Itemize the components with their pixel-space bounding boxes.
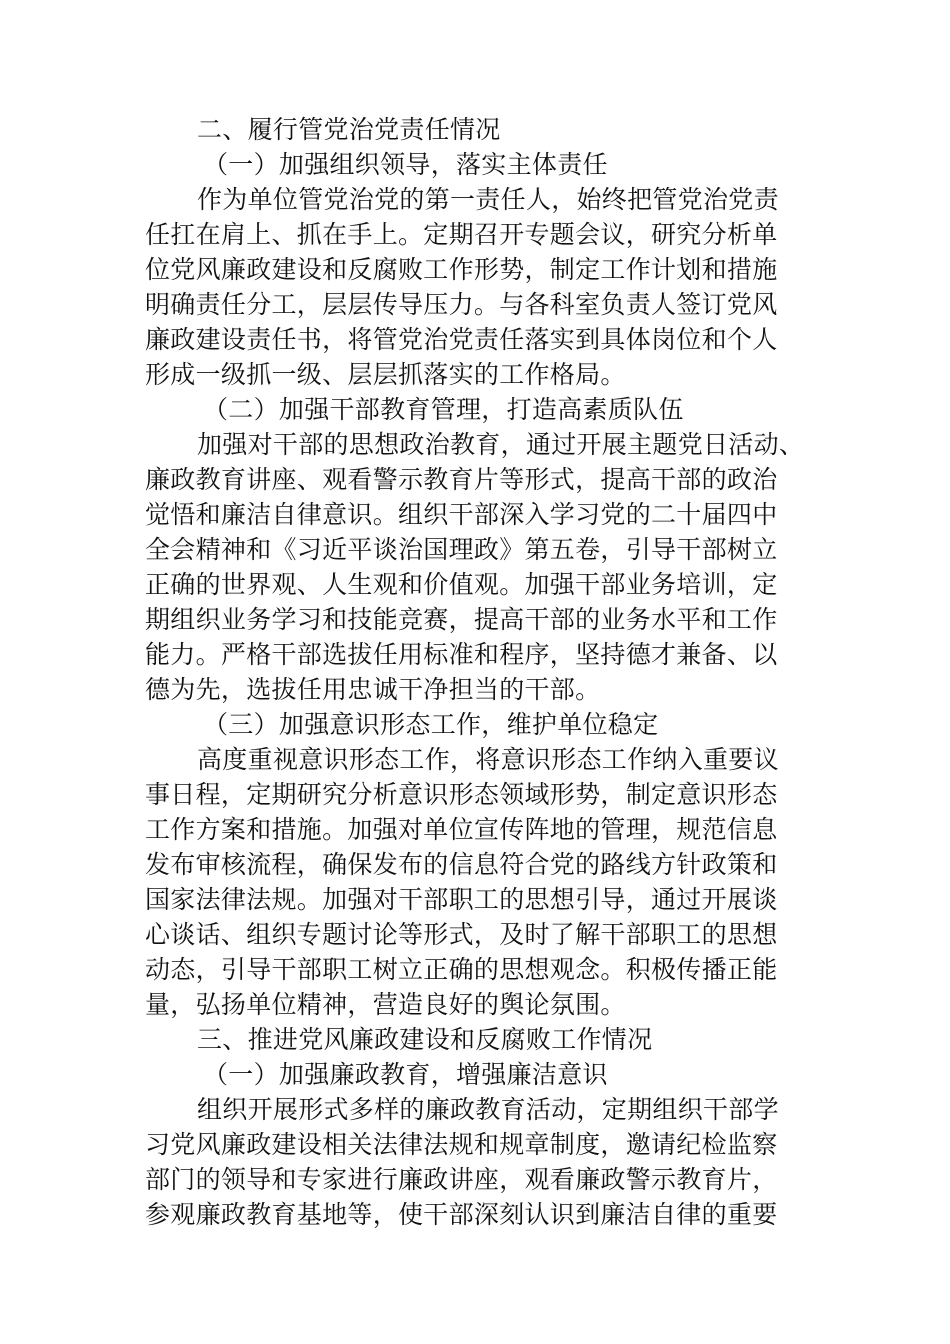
text-line: 发布审核流程，确保发布的信息符合党的路线方针政策和 (145, 850, 778, 879)
text-line: 能力。严格干部选拔任用标准和程序，坚持德才兼备、以 (145, 640, 778, 669)
text-line: 正确的世界观、人生观和价值观。加强干部业务培训，定 (145, 570, 778, 599)
text-line: 加强对干部的思想政治教育，通过开展主题党日活动、 (197, 430, 805, 459)
text-line: 高度重视意识形态工作，将意识形态工作纳入重要议 (197, 745, 779, 774)
text-line: 二、履行管党治党责任情况 (197, 115, 501, 144)
text-line: 心谈话、组织专题讨论等形式，及时了解干部职工的思想 (145, 920, 778, 949)
text-line: 德为先，选拔任用忠诚干净担当的干部。 (145, 675, 601, 704)
text-line: 形成一级抓一级、层层抓落实的工作格局。 (145, 360, 626, 389)
text-line: 廉政建设责任书，将管党治党责任落实到具体岗位和个人 (145, 325, 778, 354)
text-line: 廉政教育讲座、观看警示教育片等形式，提高干部的政治 (145, 465, 778, 494)
document-body (145, 112, 815, 1232)
text-line: 作为单位管党治党的第一责任人，始终把管党治党责 (197, 185, 779, 214)
text-line: 习党风廉政建设相关法律法规和规章制度，邀请纪检监察 (145, 1130, 778, 1159)
text-line: 国家法律法规。加强对干部职工的思想引导，通过开展谈 (145, 885, 778, 914)
text-line: 期组织业务学习和技能竞赛，提高干部的业务水平和工作 (145, 605, 778, 634)
text-line: 位党风廉政建设和反腐败工作形势，制定工作计划和措施 (145, 255, 778, 284)
text-line: 工作方案和措施。加强对单位宣传阵地的管理，规范信息 (145, 815, 778, 844)
text-line: 动态，引导干部职工树立正确的思想观念。积极传播正能 (145, 955, 778, 984)
text-line: 量，弘扬单位精神，营造良好的舆论氛围。 (145, 990, 626, 1019)
text-line: （三）加强意识形态工作，维护单位稳定 (203, 710, 659, 739)
text-line: （一）加强廉政教育，增强廉洁意识 (203, 1060, 608, 1089)
text-line: 组织开展形式多样的廉政教育活动，定期组织干部学 (197, 1095, 779, 1124)
text-line: 三、推进党风廉政建设和反腐败工作情况 (197, 1025, 653, 1054)
text-line: （一）加强组织领导，落实主体责任 (203, 150, 608, 179)
text-line: 明确责任分工，层层传导压力。与各科室负责人签订党风 (145, 290, 778, 319)
text-line: 参观廉政教育基地等，使干部深刻认识到廉洁自律的重要 (145, 1200, 778, 1229)
text-line: 全会精神和《习近平谈治国理政》第五卷，引导干部树立 (145, 535, 778, 564)
text-line: 部门的领导和专家进行廉政讲座，观看廉政警示教育片， (145, 1165, 778, 1194)
text-line: 觉悟和廉洁自律意识。组织干部深入学习党的二十届四中 (145, 500, 778, 529)
text-line: 任扛在肩上、抓在手上。定期召开专题会议，研究分析单 (145, 220, 778, 249)
text-line: 事日程，定期研究分析意识形态领域形势，制定意识形态 (145, 780, 778, 809)
text-line: （二）加强干部教育管理，打造高素质队伍 (203, 395, 684, 424)
